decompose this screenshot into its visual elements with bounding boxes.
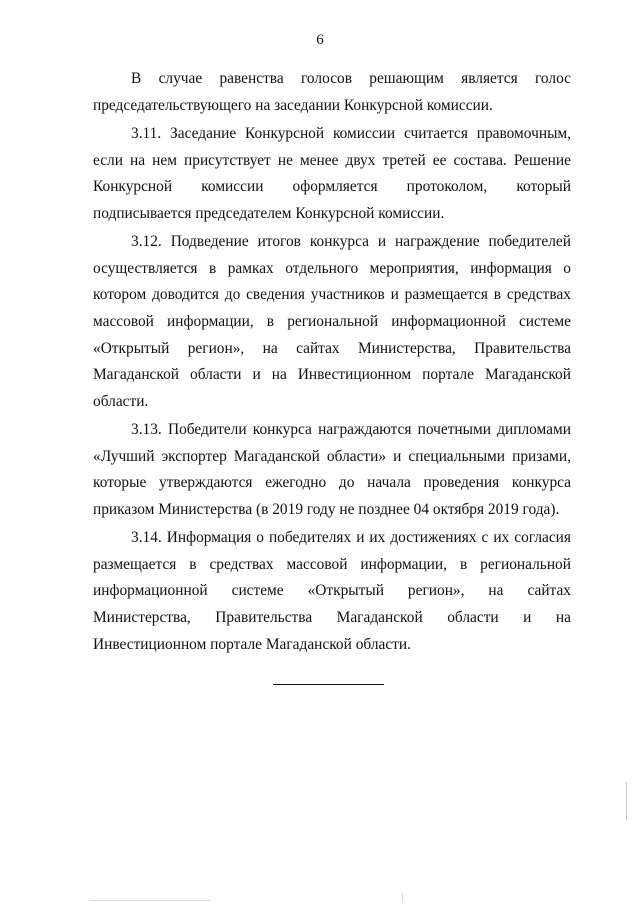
scan-artifact <box>402 893 403 901</box>
paragraph-continuation: В случае равенства голосов решающим является голос председательствующего на заседании Конкурсной комиссии. <box>93 70 571 114</box>
end-of-document-rule <box>273 684 384 685</box>
scan-artifact <box>626 782 627 820</box>
page-number: 6 <box>316 32 324 48</box>
scan-artifact <box>90 900 210 901</box>
paragraph-3-11: 3.11. Заседание Конкурсной комиссии считается правомочным, если на нем присутствует не менее двух третей ее состава. Решение Конкурсной комиссии оформляется протоколом, который подписывается председателем Конкурсной комиссии. <box>93 124 571 222</box>
document-body <box>93 66 571 660</box>
paragraph-3-12: 3.12. Подведение итогов конкурса и награждение победителей осуществляется в рамках отдельного мероприятия, информация о котором доводится до сведения участников и размещается в средствах массовой информации, в региональной информационной системе «Открытый регион», на сайтах Министерства, Правительства Магаданской области и на Инвестиционном портале Магаданской области. <box>93 233 571 410</box>
paragraph-3-13: 3.13. Победители конкурса награждаются почетными дипломами «Лучший экспортер Магаданской области» и специальными призами, которые утверждаются ежегодно до начала проведения конкурса приказом Министерства (в 2019 году не позднее 04 октября 2019 года). <box>93 421 571 518</box>
paragraph-3-14: 3.14. Информация о победителях и их достижениях с их согласия размещается в средствах массовой информации, в региональной информационной системе «Открытый регион», на сайтах Министерства, Правительства Магаданской области и на Инвестиционном портале Магаданской области. <box>93 529 571 653</box>
